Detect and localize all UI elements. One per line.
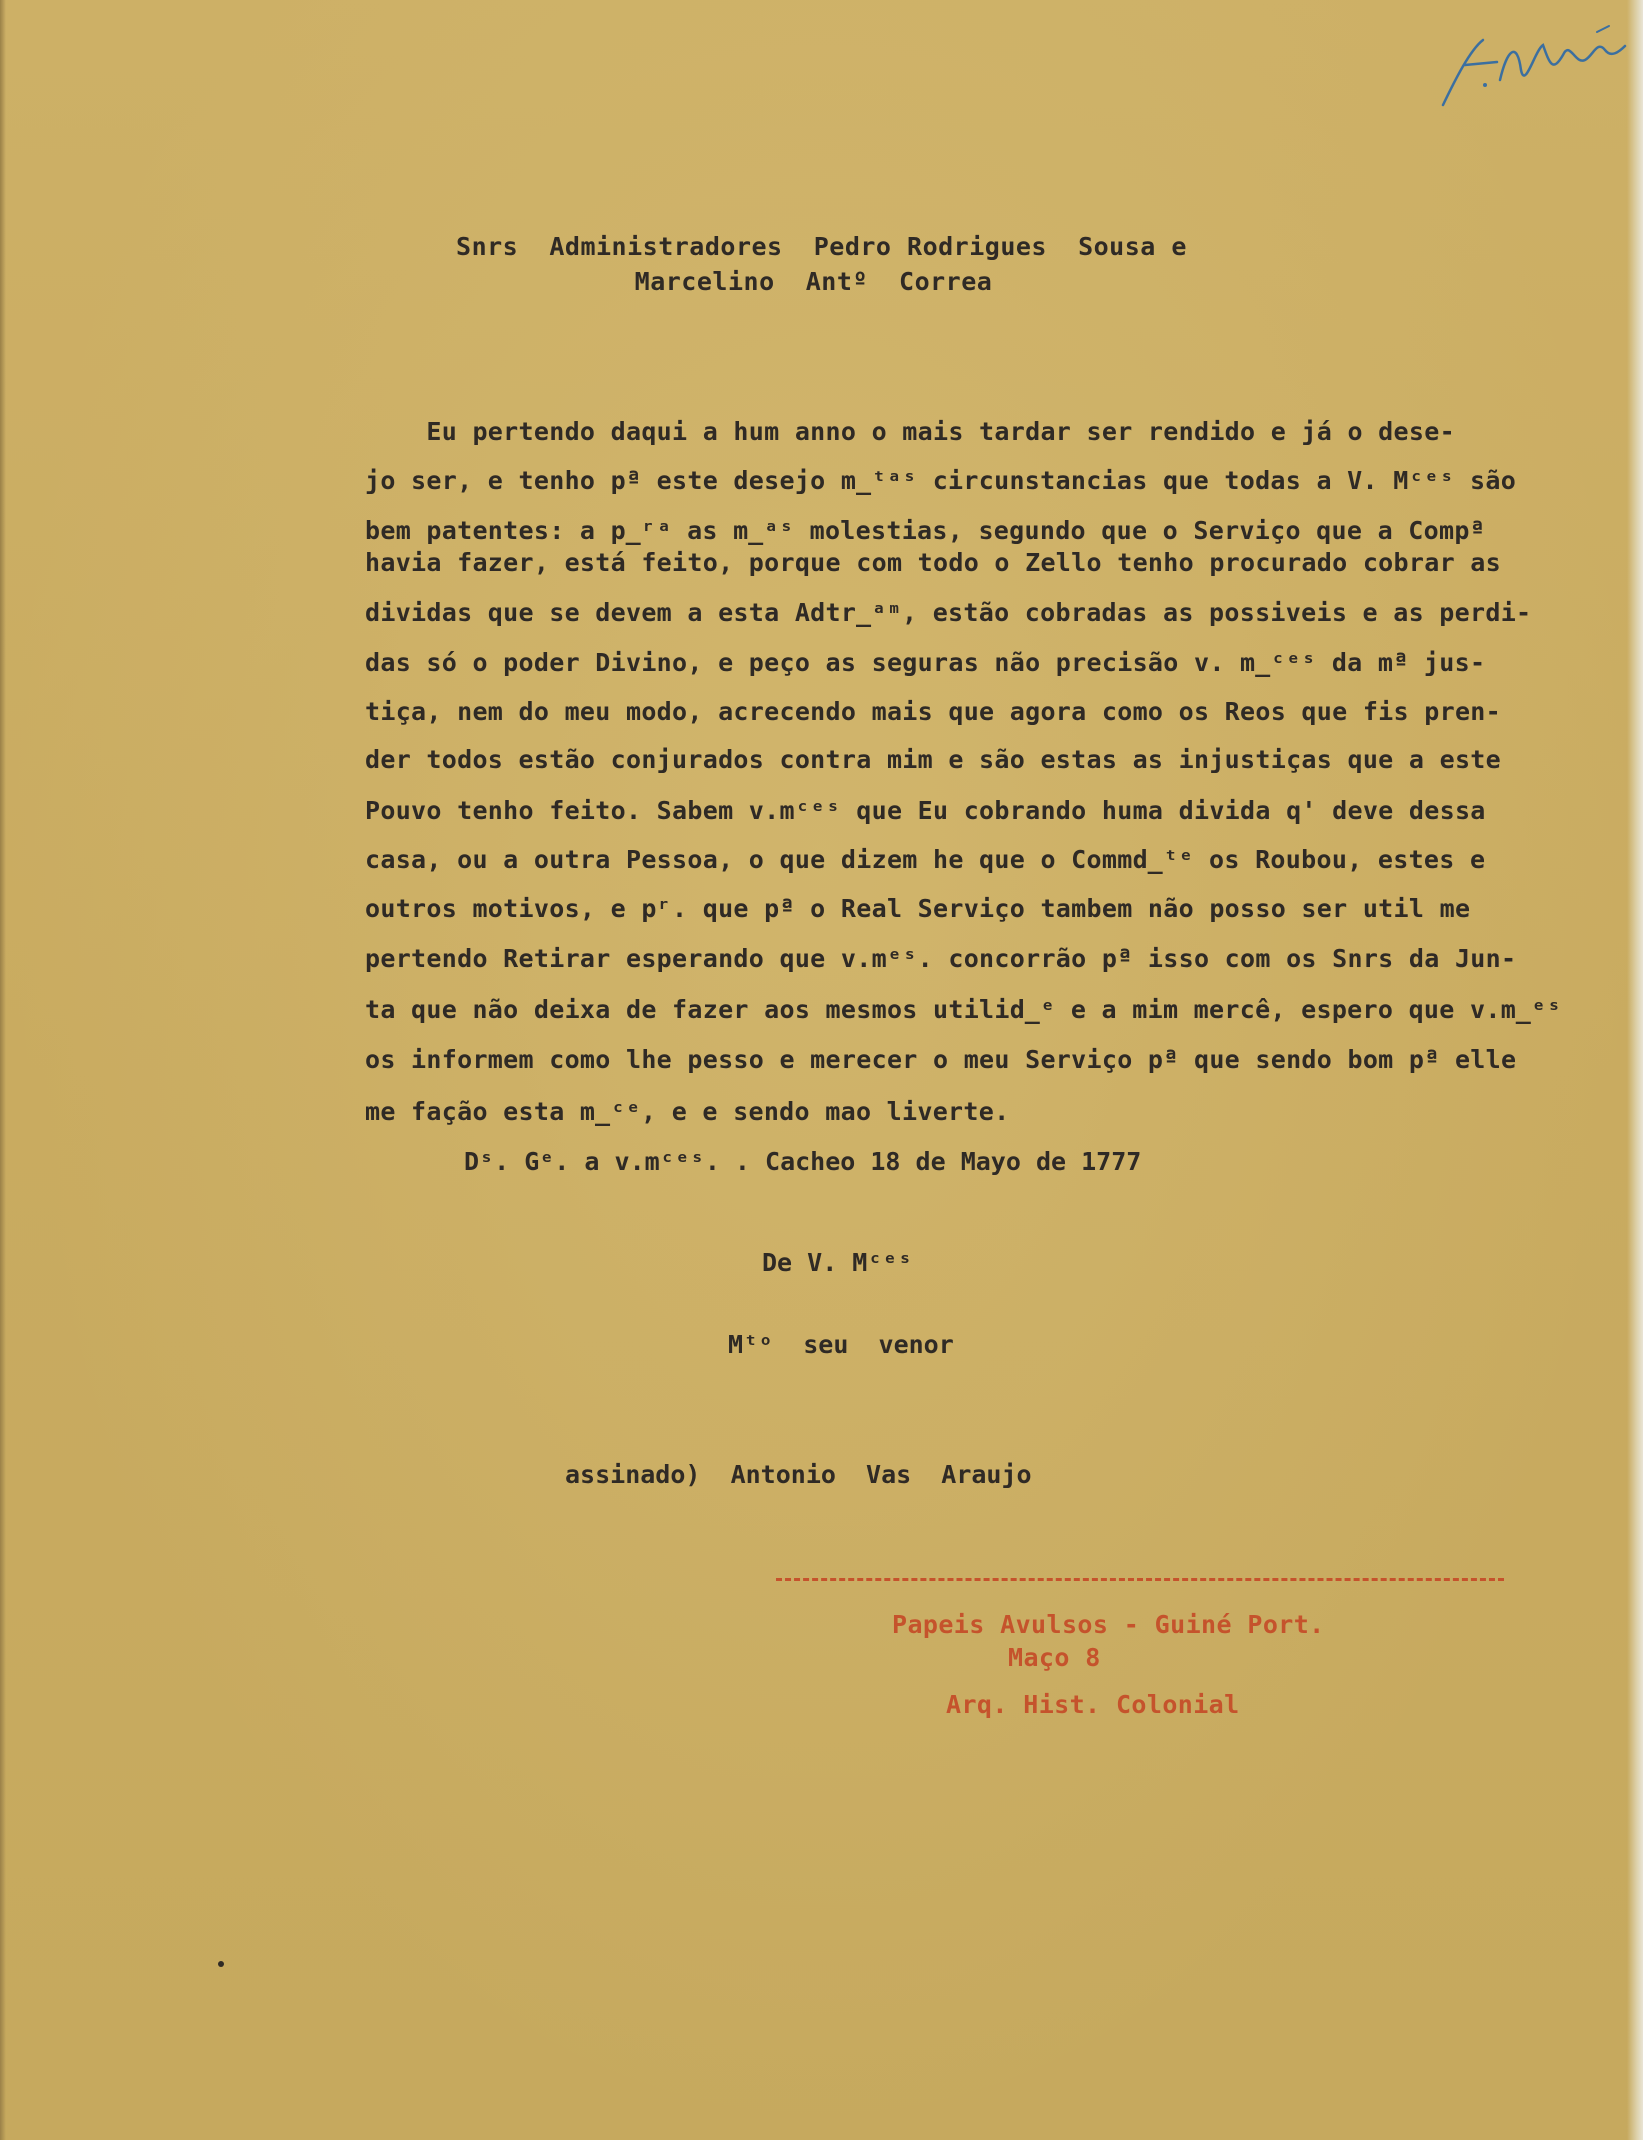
body-line: havia fazer, está feito, porque com todo o Zello tenho procurado cobrar as	[365, 548, 1501, 577]
addressee-line-1: Snrs Administradores Pedro Rodrigues Sousa e	[456, 232, 1187, 261]
body-line: tiça, nem do meu modo, acrecendo mais que agora como os Reos que fis pren-	[365, 697, 1501, 726]
body-line: der todos estão conjurados contra mim e são estas as injustiças que a este	[365, 745, 1501, 774]
stamp-divider	[776, 1578, 1504, 1581]
date-line: Dˢ. Gᵉ. a v.mᶜᵉˢ. . Cacheo 18 de Mayo de 1777	[464, 1147, 1142, 1176]
paper-edge-left	[0, 0, 6, 2140]
signed-line: assinado) Antonio Vas Araujo	[565, 1460, 1032, 1489]
archive-stamp-line-2: Maço 8	[1008, 1643, 1101, 1672]
body-line: Eu pertendo daqui a hum anno o mais tardar ser rendido e já o dese-	[365, 417, 1455, 446]
servant-line: Mᵗᵒ seu venor	[728, 1330, 954, 1359]
body-line: Pouvo tenho feito. Sabem v.mᶜᵉˢ que Eu cobrando huma divida q' deve dessa	[365, 796, 1486, 825]
body-line: pertendo Retirar esperando que v.mᵉˢ. concorrão pª isso com os Snrs da Jun-	[365, 944, 1517, 973]
body-line: me fação esta m̲ᶜᵉ, e e sendo mao liverte.	[365, 1097, 1010, 1126]
paper-edge-right	[1627, 0, 1643, 2140]
body-line: outros motivos, e pʳ. que pª o Real Serviço tambem não posso ser util me	[365, 894, 1471, 923]
ink-speck	[218, 1961, 224, 1967]
salutation: De V. Mᶜᵉˢ	[762, 1248, 913, 1277]
body-line: bem patentes: a p̲ʳᵃ as m̲ᵃˢ molestias, segundo que o Serviço que a Compª	[365, 516, 1486, 545]
body-line: ta que não deixa de fazer aos mesmos utilid̲ᵉ e a mim mercê, espero que v.m̲ᵉˢ	[365, 995, 1562, 1024]
body-line: casa, ou a outra Pessoa, o que dizem he que o Commd̲ᵗᵉ os Roubou, estes e	[365, 845, 1486, 874]
handwritten-signature	[1425, 10, 1635, 120]
addressee-line-2: Marcelino Antº Correa	[634, 267, 993, 296]
body-line: das só o poder Divino, e peço as seguras não precisão v. m̲ᶜᵉˢ da mª jus-	[365, 648, 1486, 677]
body-line: jo ser, e tenho pª este desejo m̲ᵗᵃˢ circunstancias que todas a V. Mᶜᵉˢ são	[365, 466, 1517, 495]
body-line: dividas que se devem a esta Adtr̲ᵃᵐ, estão cobradas as possiveis e as perdi-	[365, 598, 1532, 627]
archive-stamp-line-1: Papeis Avulsos - Guiné Port.	[892, 1610, 1325, 1639]
archive-stamp-line-3: Arq. Hist. Colonial	[946, 1690, 1240, 1719]
body-line: os informem como lhe pesso e merecer o meu Serviço pª que sendo bom pª elle	[365, 1045, 1517, 1074]
